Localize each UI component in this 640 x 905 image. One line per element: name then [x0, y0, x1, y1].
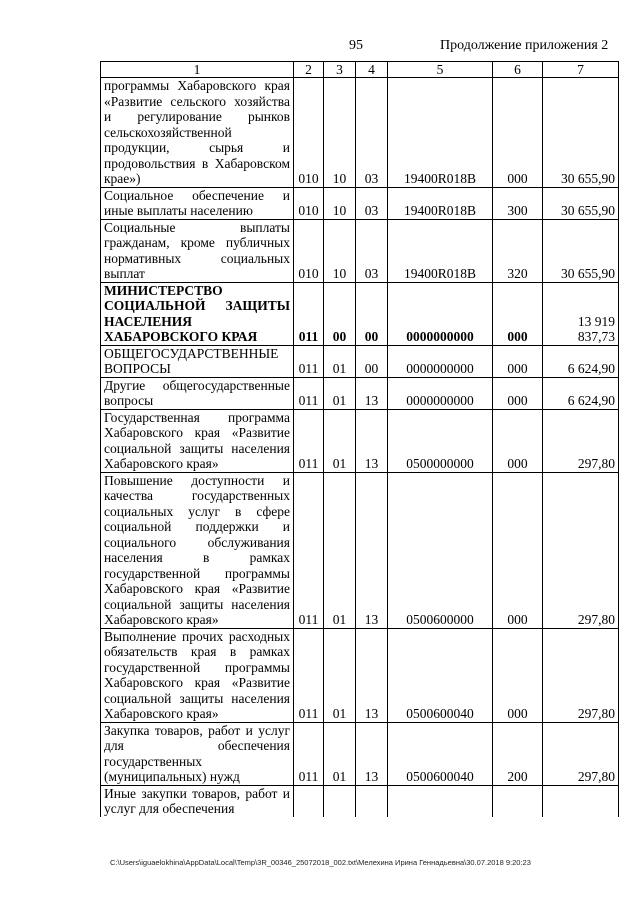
row-description: Выполнение прочих расходных обязательств края в рамках государственной программы Хабаровского края «Развитие социальной защиты населения Хабаровского края»: [101, 628, 294, 722]
ministry-code: 011: [294, 282, 324, 345]
subsection-code: 13: [356, 628, 388, 722]
row-description: Другие общегосударственные вопросы: [101, 377, 294, 409]
section-code: 01: [324, 377, 356, 409]
table-row: [101, 187, 619, 219]
expense-type: [493, 785, 543, 817]
row-description: Социальное обеспечение и иные выплаты населению: [101, 187, 294, 219]
table-row: [101, 722, 619, 785]
ministry-code: [294, 785, 324, 817]
section-code: 10: [324, 219, 356, 282]
column-header: 7: [543, 62, 619, 78]
expense-type: 000: [493, 377, 543, 409]
row-description: программы Хабаровского края «Развитие сельского хозяйства и регулирование рынков сельскохозяйственной продукции, сырья и продовольствия в Хабаровском крае»): [101, 78, 294, 188]
table-row-ministry: [101, 282, 619, 345]
target-article: 0500600040: [388, 722, 493, 785]
amount: 297,80: [543, 409, 619, 472]
table-row: [101, 472, 619, 628]
amount: 30 655,90: [543, 219, 619, 282]
expense-type: 300: [493, 187, 543, 219]
column-header: 2: [294, 62, 324, 78]
ministry-code: 011: [294, 472, 324, 628]
expense-type: 320: [493, 219, 543, 282]
section-code: 01: [324, 345, 356, 377]
subsection-code: 00: [356, 282, 388, 345]
ministry-code: 011: [294, 722, 324, 785]
page-number: 95: [349, 38, 363, 53]
amount: 297,80: [543, 722, 619, 785]
table-row: [101, 628, 619, 722]
section-code: 10: [324, 187, 356, 219]
expense-type: 000: [493, 282, 543, 345]
ministry-code: 011: [294, 377, 324, 409]
row-description: Социальные выплаты гражданам, кроме публичных нормативных социальных выплат: [101, 219, 294, 282]
row-description: Повышение доступности и качества государственных социальных услуг в сфере социальной поддержки и социального обслуживания населения в рамках государственной программы Хабаровского края «Развитие социальной защиты населения Хабаровского края»: [101, 472, 294, 628]
amount: 6 624,90: [543, 377, 619, 409]
expense-type: 000: [493, 409, 543, 472]
target-article: 0500600040: [388, 628, 493, 722]
amount: 30 655,90: [543, 187, 619, 219]
amount: 297,80: [543, 628, 619, 722]
section-code: 00: [324, 282, 356, 345]
row-description: ОБЩЕГОСУДАРСТВЕННЫЕ ВОПРОСЫ: [101, 345, 294, 377]
column-header: 6: [493, 62, 543, 78]
subsection-code: 03: [356, 78, 388, 188]
subsection-code: 03: [356, 187, 388, 219]
amount: [543, 785, 619, 817]
row-description: МИНИСТЕРСТВО СОЦИАЛЬНОЙ ЗАЩИТЫ НАСЕЛЕНИЯ ХАБАРОВСКОГО КРАЯ: [101, 282, 294, 345]
column-header: 5: [388, 62, 493, 78]
section-code: 01: [324, 472, 356, 628]
amount: 297,80: [543, 472, 619, 628]
column-header: 1: [101, 62, 294, 78]
target-article: 0500000000: [388, 409, 493, 472]
table-row: [101, 409, 619, 472]
section-code: 01: [324, 628, 356, 722]
subsection-code: 00: [356, 345, 388, 377]
section-code: 10: [324, 78, 356, 188]
target-article: 0500600000: [388, 472, 493, 628]
target-article: 19400R018B: [388, 219, 493, 282]
column-header: 3: [324, 62, 356, 78]
table-row: [101, 345, 619, 377]
subsection-code: 03: [356, 219, 388, 282]
amount: 6 624,90: [543, 345, 619, 377]
ministry-code: 010: [294, 219, 324, 282]
amount: 13 919 837,73: [543, 282, 619, 345]
target-article: 0000000000: [388, 282, 493, 345]
continuation-label: Продолжение приложения 2: [440, 38, 609, 53]
section-code: [324, 785, 356, 817]
subsection-code: [356, 785, 388, 817]
ministry-code: 010: [294, 187, 324, 219]
ministry-code: 010: [294, 78, 324, 188]
target-article: 19400R018B: [388, 187, 493, 219]
table-row-partial: [101, 785, 619, 817]
expense-type: 200: [493, 722, 543, 785]
budget-table: [100, 61, 619, 817]
amount: 30 655,90: [543, 78, 619, 188]
section-code: 01: [324, 409, 356, 472]
target-article: [388, 785, 493, 817]
target-article: 0000000000: [388, 345, 493, 377]
expense-type: 000: [493, 78, 543, 188]
row-description: Государственная программа Хабаровского края «Развитие социальной защиты населения Хабаровского края»: [101, 409, 294, 472]
column-header: 4: [356, 62, 388, 78]
header-row: [101, 62, 619, 78]
subsection-code: 13: [356, 722, 388, 785]
subsection-code: 13: [356, 409, 388, 472]
ministry-code: 011: [294, 345, 324, 377]
table-row: [101, 78, 619, 188]
table-row: [101, 377, 619, 409]
footer-file-path: C:\Users\iguaelokhina\AppData\Local\Temp\3R_00346_25072018_002.txt\Мелехина Ирина Геннадьевна\30.07.2018 9:20:23: [110, 858, 531, 867]
ministry-code: 011: [294, 409, 324, 472]
table-row: [101, 219, 619, 282]
target-article: 0000000000: [388, 377, 493, 409]
expense-type: 000: [493, 628, 543, 722]
ministry-code: 011: [294, 628, 324, 722]
expense-type: 000: [493, 472, 543, 628]
subsection-code: 13: [356, 472, 388, 628]
row-description: Иные закупки товаров, работ и услуг для обеспечения: [101, 785, 294, 817]
subsection-code: 13: [356, 377, 388, 409]
expense-type: 000: [493, 345, 543, 377]
section-code: 01: [324, 722, 356, 785]
row-description: Закупка товаров, работ и услуг для обеспечения государственных (муниципальных) нужд: [101, 722, 294, 785]
target-article: 19400R018B: [388, 78, 493, 188]
